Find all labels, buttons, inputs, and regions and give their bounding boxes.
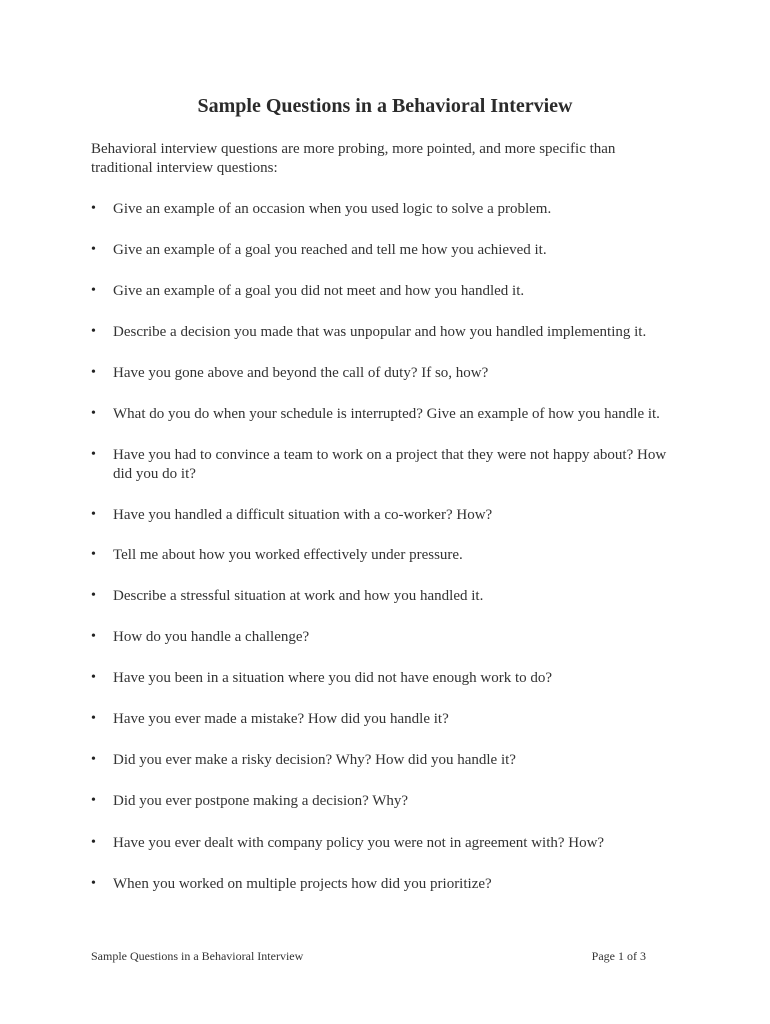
bullet-icon: • (91, 242, 96, 257)
question-text: Did you ever make a risky decision? Why? How did you handle it? (113, 752, 516, 768)
list-item (91, 751, 691, 770)
bullet-icon: • (91, 365, 96, 380)
bullet-icon: • (91, 588, 96, 603)
question-text: Tell me about how you worked effectively under pressure. (113, 547, 463, 563)
question-text: Describe a stressful situation at work and how you handled it. (113, 588, 484, 604)
list-item (91, 364, 691, 383)
list-item (91, 405, 691, 424)
question-text: Describe a decision you made that was unpopular and how you handled implementing it. (113, 324, 647, 340)
bullet-icon: • (91, 507, 96, 522)
bullet-icon: • (91, 670, 96, 685)
bullet-icon: • (91, 447, 96, 462)
bullet-icon: • (91, 835, 96, 850)
page-number: Page 1 of 3 (591, 949, 646, 963)
bullet-icon: • (91, 876, 96, 891)
bullet-icon: • (91, 629, 96, 644)
list-item (91, 834, 691, 853)
list-item (91, 628, 691, 647)
list-item (91, 669, 691, 688)
question-text: What do you do when your schedule is interrupted? Give an example of how you handle it. (113, 406, 660, 422)
list-item (91, 282, 691, 301)
question-text: Give an example of a goal you reached and tell me how you achieved it. (113, 242, 547, 258)
question-text: Did you ever postpone making a decision? Why? (113, 793, 409, 809)
question-text: Have you gone above and beyond the call of duty? If so, how? (113, 365, 489, 381)
question-text: Give an example of a goal you did not meet and how you handled it. (113, 283, 525, 299)
bullet-icon: • (91, 547, 96, 562)
question-text: When you worked on multiple projects how did you prioritize? (113, 876, 492, 892)
list-item (91, 587, 691, 606)
list-item (91, 875, 691, 894)
intro-paragraph: Behavioral interview questions are more probing, more pointed, and more specific than traditional interview questions: (91, 141, 616, 176)
question-text: Have you ever made a mistake? How did you handle it? (113, 711, 449, 727)
list-item (91, 546, 691, 565)
list-item (91, 323, 691, 342)
question-text: Have you ever dealt with company policy you were not in agreement with? How? (113, 835, 605, 851)
footer-title: Sample Questions in a Behavioral Interview (91, 949, 304, 963)
question-text: Have you been in a situation where you did not have enough work to do? (113, 670, 553, 686)
list-item (91, 446, 691, 483)
question-text: Have you had to convince a team to work on a project that they were not happy about? How did you do it? (113, 447, 667, 482)
bullet-icon: • (91, 406, 96, 421)
question-text: Have you handled a difficult situation with a co-worker? How? (113, 507, 493, 523)
list-item (91, 241, 691, 260)
bullet-icon: • (91, 711, 96, 726)
bullet-icon: • (91, 201, 96, 216)
bullet-icon: • (91, 793, 96, 808)
question-text: How do you handle a challenge? (113, 629, 310, 645)
bullet-icon: • (91, 324, 96, 339)
bullet-icon: • (91, 752, 96, 767)
list-item (91, 792, 691, 811)
list-item (91, 506, 691, 525)
document-title: Sample Questions in a Behavioral Interview (197, 95, 573, 117)
list-item (91, 710, 691, 729)
list-item (91, 200, 691, 219)
bullet-icon: • (91, 283, 96, 298)
question-text: Give an example of an occasion when you used logic to solve a problem. (113, 201, 552, 217)
